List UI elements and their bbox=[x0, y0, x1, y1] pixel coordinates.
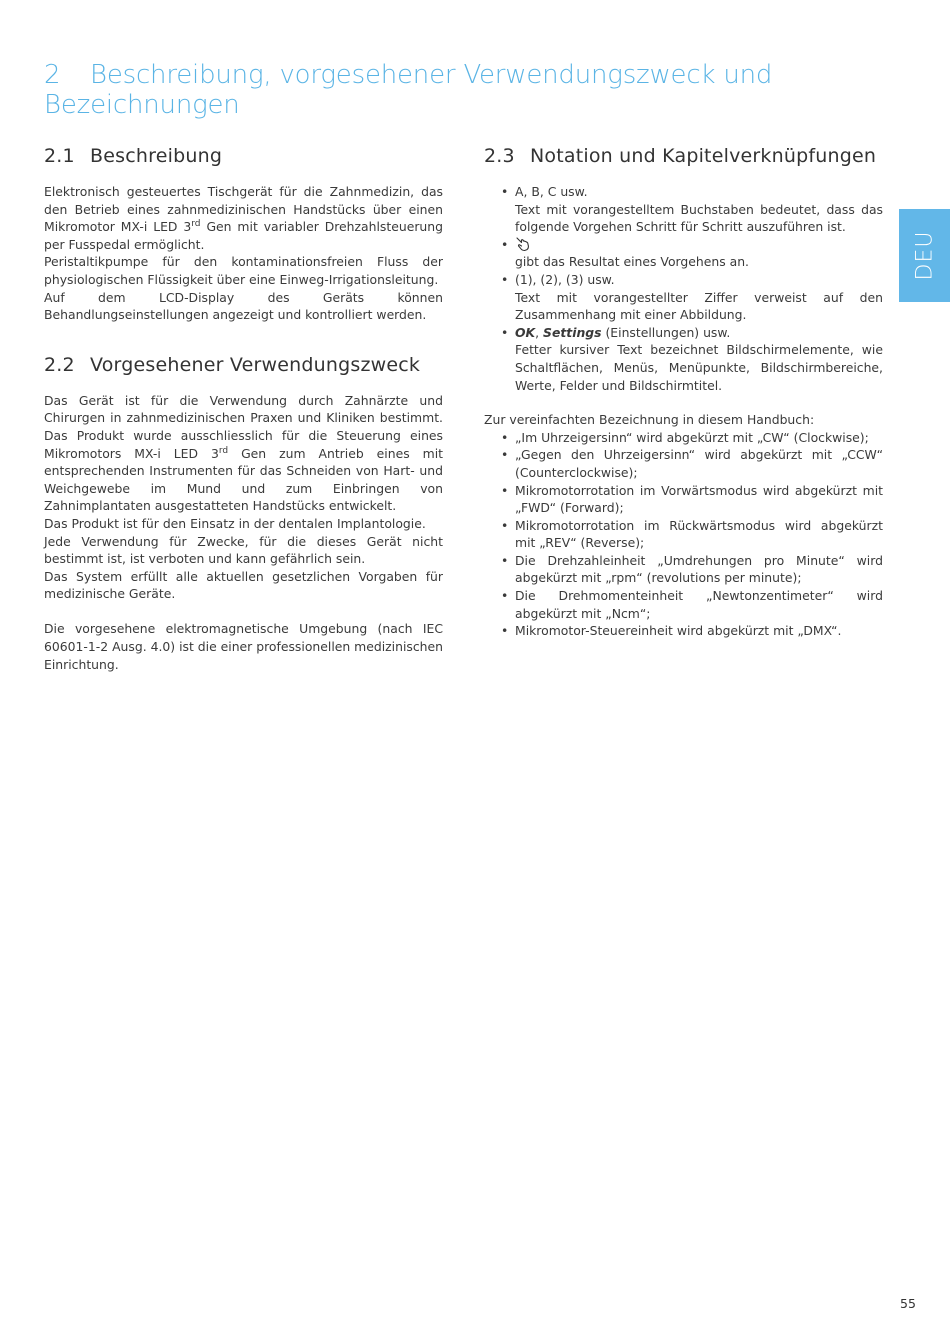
list-item bbox=[484, 429, 883, 447]
section-notation bbox=[484, 145, 883, 640]
page-number: 55 bbox=[900, 1296, 916, 1311]
language-tab bbox=[899, 209, 950, 302]
list-item bbox=[484, 271, 883, 324]
list-item-text: Die Drehmomenteinheit „Newtonzentimeter“ wird abgekürzt mit „Ncm“; bbox=[515, 588, 883, 621]
notation-description: gibt das Resultat eines Vorgehens an. bbox=[515, 254, 749, 270]
bullet: • bbox=[501, 324, 509, 340]
list-item bbox=[484, 552, 883, 587]
superscript: rd bbox=[218, 445, 229, 456]
bullet: • bbox=[501, 429, 509, 445]
left-column bbox=[44, 145, 443, 673]
paragraph: Zur vereinfachten Bezeichnung in diesem Handbuch: bbox=[484, 412, 815, 428]
bullet: • bbox=[501, 482, 509, 498]
list-item bbox=[484, 517, 883, 552]
notation-term: (1), (2), (3) usw. bbox=[515, 271, 615, 287]
bullet: • bbox=[501, 552, 509, 568]
section-title: Beschreibung bbox=[90, 145, 223, 167]
pointing-hand-icon bbox=[515, 236, 531, 252]
list-item bbox=[484, 446, 883, 481]
list-item bbox=[484, 324, 883, 394]
list-item bbox=[484, 183, 883, 236]
superscript: rd bbox=[191, 219, 201, 230]
notation-term: A, B, C usw. bbox=[515, 184, 588, 199]
text-run: Gen mit variabler Drehzahlsteuerung per Fusspedal ermöglicht. bbox=[44, 219, 444, 252]
paragraph bbox=[44, 183, 443, 253]
list-item-text: Die Drehzahleinheit „Umdrehungen pro Minute“ wird abgekürzt mit „rpm“ (revolutions per minute); bbox=[515, 552, 883, 586]
list-item-text: „Gegen den Uhrzeigersinn“ wird abgekürzt mit „CCW“ (Counterclockwise); bbox=[515, 447, 883, 480]
list-item bbox=[484, 236, 883, 271]
notation-term-separator: , bbox=[535, 324, 544, 340]
notation-description: Text mit vorangestellter Ziffer verweist auf den Zusammenhang mit einer Abbildung. bbox=[515, 289, 883, 323]
section-heading bbox=[484, 145, 883, 167]
notation-term: (Einstellungen) usw. bbox=[601, 324, 731, 340]
paragraph: Das System erfüllt alle aktuellen gesetzlichen Vorgaben für medizinische Geräte. bbox=[44, 568, 443, 602]
list-item-text: Mikromotorrotation im Vorwärtsmodus wird abgekürzt mit „FWD“ (Forward); bbox=[515, 482, 883, 516]
paragraph: Peristaltikpumpe für den kontaminationsfreien Fluss der physiologischen Flüssigkeit über eine Einweg-Irrigationsleitung. bbox=[44, 254, 443, 287]
section-heading bbox=[44, 354, 443, 376]
spacer bbox=[44, 603, 443, 621]
section-description bbox=[44, 145, 443, 324]
notation-description: Fetter kursiver Text bezeichnet Bildschirmelemente, wie Schaltflächen, Menüs, Menüpunkte, Bildschirmbereiche, Werte, Felder und Bildschirmtitel. bbox=[515, 342, 883, 393]
section-intended-use bbox=[44, 354, 443, 674]
list-item bbox=[484, 482, 883, 517]
notation-description: Text mit vorangestelltem Buchstaben bedeutet, dass das folgende Vorgehen Schritt für Schritt auszuführen ist. bbox=[515, 201, 883, 235]
list-item bbox=[484, 587, 883, 622]
section-number: 2.1 bbox=[44, 145, 75, 167]
notation-term-bold: OK bbox=[515, 324, 536, 340]
text-run: Das Gerät ist für die Verwendung durch Zahnärzte und Chirurgen in zahnmedizinischen Praxen und Kliniken bestimmt. Das Produkt wurde ausschliesslich für die Steuerung eines Mikromotors MX-i LED 3 bbox=[44, 392, 443, 461]
right-column bbox=[484, 145, 883, 640]
bullet: • bbox=[501, 623, 509, 639]
bullet: • bbox=[501, 271, 509, 287]
list-item-text: Mikromotor-Steuereinheit wird abgekürzt mit „DMX“. bbox=[515, 623, 842, 639]
bullet: • bbox=[501, 517, 509, 533]
chapter-title-text: Beschreibung, vorgesehener Verwendungszweck und Bezeichnungen bbox=[44, 60, 773, 120]
section-number: 2.2 bbox=[44, 353, 75, 376]
list-item-text: Mikromotorrotation im Rückwärtsmodus wird abgekürzt mit „REV“ (Reverse); bbox=[515, 517, 883, 551]
chapter-title bbox=[44, 60, 950, 120]
paragraph: Das Produkt ist für den Einsatz in der dentalen Implantologie. bbox=[44, 515, 426, 531]
abbreviation-list bbox=[484, 429, 883, 640]
paragraph: Jede Verwendung für Zwecke, für die dieses Gerät nicht bestimmt ist, ist verboten und kann gefährlich sein. bbox=[44, 533, 443, 567]
section-number: 2.3 bbox=[484, 145, 515, 167]
section-title: Notation und Kapitelverknüpfungen bbox=[530, 145, 877, 167]
bullet: • bbox=[501, 588, 509, 604]
paragraph: Die vorgesehene elektromagnetische Umgebung (nach IEC 60601-1-2 Ausg. 4.0) ist die einer professionellen medizinischen Einrichtung. bbox=[44, 621, 444, 672]
paragraph bbox=[44, 392, 443, 515]
notation-list bbox=[484, 183, 883, 394]
language-tab-label: DEU bbox=[911, 230, 937, 281]
text-run: Elektronisch gesteuertes Tischgerät für die Zahnmedizin, das den Betrieb eines zahnmedizinischen Handstücks über einen Mikromotor MX-i LED 3 bbox=[44, 184, 443, 235]
section-title: Vorgesehener Verwendungszweck bbox=[90, 353, 421, 376]
paragraph: Auf dem LCD-Display des Geräts können Behandlungseinstellungen angezeigt und kontrolliert werden. bbox=[44, 289, 443, 323]
notation-term-bold: Settings bbox=[543, 324, 602, 340]
bullet: • bbox=[501, 447, 509, 463]
chapter-number: 2 bbox=[44, 60, 61, 90]
list-item-text: „Im Uhrzeigersinn“ wird abgekürzt mit „CW“ (Clockwise); bbox=[515, 429, 869, 445]
list-item bbox=[484, 622, 883, 640]
bullet: • bbox=[501, 236, 509, 252]
text-run: Gen zum Antrieb eines mit entsprechenden Instrumenten für das Schneiden von Hart- und Weichgewebe im Mund und zum Einbringen von Zahnimplantaten ausgestatteten Handstücks entwickelt. bbox=[44, 445, 443, 514]
section-heading bbox=[44, 145, 443, 167]
bullet: • bbox=[501, 184, 509, 199]
